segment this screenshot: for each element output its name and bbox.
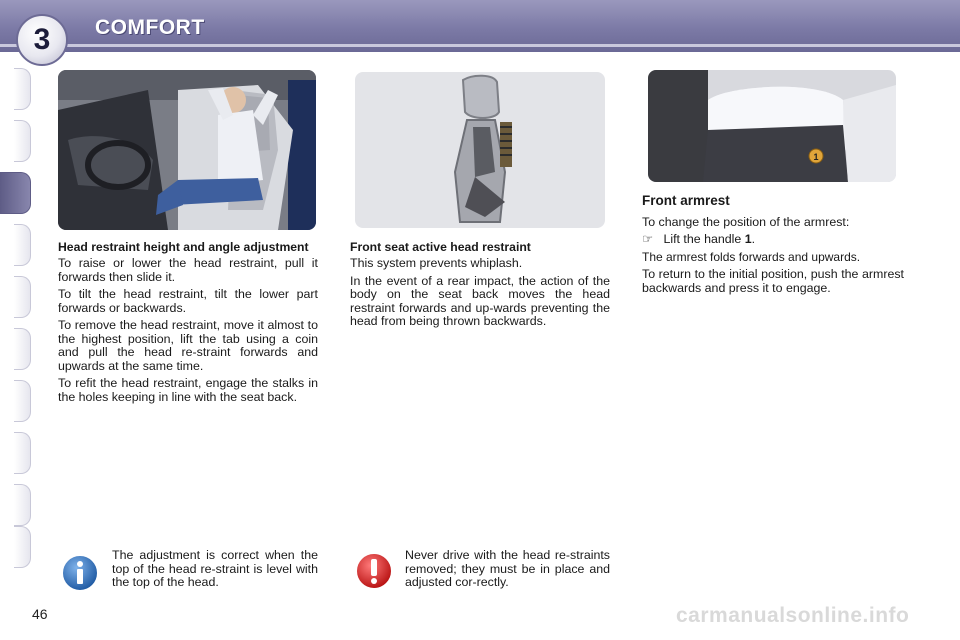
side-tab[interactable]	[14, 432, 31, 474]
bullet-text: Lift the handle	[663, 232, 745, 246]
info-icon	[60, 553, 100, 593]
header-divider	[0, 44, 960, 47]
section-heading: Front seat active head restraint	[350, 240, 531, 254]
side-tab[interactable]	[14, 224, 31, 266]
chapter-title: COMFORT	[95, 16, 205, 39]
bullet-number: 1	[744, 232, 752, 246]
side-tab[interactable]	[14, 380, 31, 422]
side-tab[interactable]	[14, 526, 31, 568]
paragraph: This system prevents whiplash.	[350, 256, 523, 270]
head-restraint-adjust-photo	[58, 70, 316, 230]
side-tab[interactable]	[14, 120, 31, 162]
armrest-callout-label: 1	[813, 152, 819, 162]
side-tab[interactable]	[14, 484, 31, 526]
side-tab[interactable]	[14, 276, 31, 318]
paragraph: To remove the head restraint, move it almost to the highest position, lift the tab using a coin and pull the head re-straint forwards and upwards at the same time.	[58, 318, 318, 373]
paragraph: To change the position of the armrest:	[642, 214, 850, 229]
active-head-restraint-photo	[355, 72, 605, 228]
paragraph: The armrest folds forwards and upwards.	[642, 249, 861, 264]
active-head-restraint-section	[350, 241, 610, 333]
paragraph: In the event of a rear impact, the action of the body on the seat back moves the head restraint forwards and up-wards preventing the head from being thrown backwards.	[350, 273, 610, 328]
front-armrest-photo	[648, 70, 896, 182]
paragraph: To return to the initial position, push the armrest backwards and press it to engage.	[642, 267, 904, 295]
section-heading: Head restraint height and angle adjustment	[58, 240, 309, 254]
side-tab[interactable]	[14, 68, 31, 110]
bullet-end: .	[751, 232, 756, 246]
section-heading: Front armrest	[642, 193, 730, 208]
paragraph: To raise or lower the head restraint, pull it forwards then slide it.	[58, 256, 318, 284]
warning-note-text: Never drive with the head re-straints removed; they must be in place and adjusted cor-rectly.	[405, 548, 610, 589]
page-number: 46	[32, 606, 48, 622]
side-tab[interactable]	[14, 328, 31, 370]
paragraph: To tilt the head restraint, tilt the lower part forwards or backwards.	[58, 287, 318, 315]
chapter-number-badge: 3	[16, 14, 68, 66]
watermark: carmanualsonline.info	[676, 604, 910, 627]
head-restraint-section	[58, 241, 318, 408]
chapter-side-tabs	[0, 68, 34, 568]
front-armrest-section	[642, 194, 904, 299]
paragraph: To refit the head restraint, engage the stalks in the holes keeping in line with the seat back.	[58, 376, 318, 404]
pointing-hand-icon: ☞	[642, 232, 654, 246]
side-tab-active[interactable]	[0, 172, 31, 214]
bullet-item	[642, 233, 904, 247]
warning-icon	[354, 551, 394, 591]
info-note-text: The adjustment is correct when the top of the head re-straint is level with the top of the head.	[112, 548, 318, 589]
